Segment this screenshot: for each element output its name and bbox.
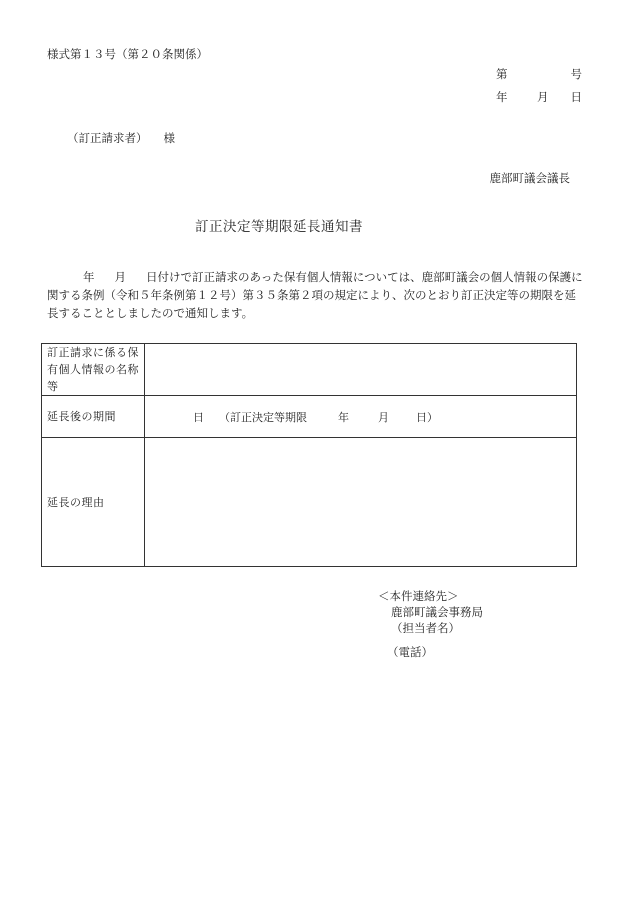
table-row (42, 396, 577, 438)
sender: 鹿部町議会議長 (489, 171, 570, 185)
addressee-honorific: 様 (163, 131, 175, 145)
period-deadline-open: （訂正決定等期限 (219, 410, 307, 424)
period-day-close: 日） (416, 410, 438, 424)
extension-period-label: 延長後の期間 (42, 396, 145, 438)
document-number (496, 69, 582, 81)
date-day: 日 (570, 90, 582, 104)
extension-period-value (145, 396, 577, 438)
body-text: 日付けで訂正請求のあった保有個人情報については、鹿部町議会の個人情報の保護に関する条例（令和５年条例第１２号）第３５条第２項の規定により、次のとおり訂正決定等の期限を延長することとしましたので通知します。 (47, 270, 583, 320)
body-month: 月 (114, 270, 126, 284)
document-number-suffix: 号 (570, 67, 582, 81)
body-year: 年 (83, 270, 95, 284)
period-month: 月 (378, 410, 389, 424)
info-name-value (145, 344, 577, 396)
period-day: 日 (193, 410, 204, 424)
info-table (41, 343, 577, 567)
table-row (42, 438, 577, 567)
addressee (67, 133, 175, 145)
contact-block (378, 588, 483, 660)
info-name-label: 訂正請求に係る保有個人情報の名称等 (42, 344, 145, 396)
extension-reason-label: 延長の理由 (42, 438, 145, 567)
date-month: 月 (537, 90, 549, 104)
table-row (42, 344, 577, 396)
date-year: 年 (496, 90, 508, 104)
contact-person: （担当者名） (391, 621, 460, 635)
extension-reason-value (145, 438, 577, 567)
document-title: 訂正決定等期限延長通知書 (195, 219, 363, 235)
body-paragraph (47, 268, 584, 322)
period-year: 年 (338, 410, 349, 424)
addressee-name: （訂正請求者） (67, 131, 148, 145)
contact-heading: ＜本件連絡先＞ (378, 589, 459, 603)
contact-office: 鹿部町議会事務局 (391, 605, 483, 619)
form-number: 様式第１３号（第２０条関係） (47, 47, 208, 61)
document-number-prefix: 第 (496, 67, 508, 81)
contact-phone: （電話） (387, 645, 433, 659)
